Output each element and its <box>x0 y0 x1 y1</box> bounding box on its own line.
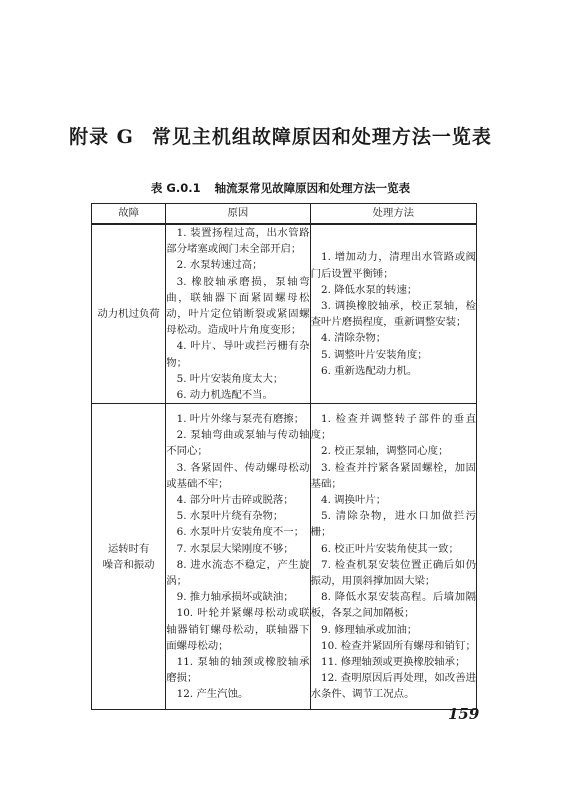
cause-item: 10. 叶轮并紧螺母松动或联轴器销钉螺母松动，联轴器下面螺母松动； <box>166 607 310 652</box>
cause-item: 9. 推力轴承损坏或缺油； <box>176 591 294 604</box>
method-item: 6. 重新选配动力机。 <box>320 364 418 377</box>
appendix-title <box>0 122 561 149</box>
table-row <box>92 404 477 710</box>
table-caption-number: 表 G.0.1 <box>150 181 201 195</box>
method-item: 3. 检查并拧紧各紧固螺栓，加固基础； <box>310 461 476 490</box>
method-item: 2. 校正泵轴，调整同心度； <box>320 445 449 458</box>
method-item: 7. 检查机泵安装位置正确后如仍振动，用顶斜撑加固大梁； <box>310 558 476 587</box>
header-cause: 原因 <box>166 204 310 225</box>
fault-label: 动力机过负荷 <box>97 308 160 321</box>
table-caption <box>0 180 561 196</box>
cause-item: 11. 泵轴的轴颈或橡胶轴承磨损； <box>166 655 310 685</box>
header-fault: 故障 <box>92 204 166 225</box>
fault-label: 噪音和振动 <box>102 558 155 571</box>
table-caption-title: 轴流泵常见故障原因和处理方法一览表 <box>214 181 411 195</box>
fault-table <box>91 203 477 710</box>
cause-item: 8. 进水流态不稳定，产生旋涡； <box>166 558 310 587</box>
method-cell <box>310 224 476 404</box>
method-item: 1. 增加动力，清理出水管路或阀门后设置平衡锤； <box>310 251 476 280</box>
method-item: 8. 降低水泵安装高程。后墙加隔板，各泵之间加隔板； <box>310 591 476 620</box>
method-item: 9. 修理轴承或加油； <box>320 623 418 636</box>
method-item: 4. 清除杂物； <box>320 332 387 345</box>
cause-item: 4. 叶片、导叶或拦污栅有杂物； <box>166 340 310 369</box>
method-cell <box>310 404 476 710</box>
method-item: 5. 调整叶片安装角度； <box>320 348 428 361</box>
cause-cell <box>166 224 310 404</box>
cause-item: 6. 水泵叶片安装角度不一； <box>176 526 305 539</box>
fault-label: 运转时有 <box>107 542 150 555</box>
method-item: 1. 检查并调整转子部件的垂直度； <box>310 412 476 442</box>
header-method: 处理方法 <box>310 204 476 225</box>
method-item: 10. 检查并紧固所有螺母和销钉； <box>320 639 476 652</box>
cause-item: 5. 水泵叶片绕有杂物； <box>176 510 284 523</box>
appendix-heading: 常见主机组故障原因和处理方法一览表 <box>151 126 492 148</box>
table-header-row <box>92 204 477 225</box>
cause-item: 1. 装置扬程过高，出水管路部分堵塞或阀门未全部开启； <box>166 227 310 256</box>
appendix-number: 附录 G <box>69 126 134 148</box>
table-row <box>92 224 477 404</box>
cause-item: 7. 水泵层大梁刚度不够； <box>176 542 294 555</box>
cause-cell <box>166 404 310 710</box>
method-item: 6. 校正叶片安装角使其一致； <box>320 542 459 555</box>
cause-item: 1. 叶片外缘与泵壳有磨擦； <box>176 412 305 425</box>
method-item: 12. 查明原因后再处理，如改善进水条件、调节工况点。 <box>310 672 476 701</box>
method-item: 2. 降低水泵的转速； <box>320 283 418 296</box>
cause-item: 12. 产生汽蚀。 <box>176 688 249 701</box>
method-item: 5. 清除杂物，进水口加做拦污栅； <box>310 510 476 539</box>
fault-cell <box>92 224 166 404</box>
cause-item: 6. 动力机选配不当。 <box>176 389 273 402</box>
cause-item: 3. 橡胶轴承磨损，泵轴弯曲，联轴器下面紧固螺母松动，叶片定位销断裂或紧固螺母松动。造成叶片角度变形； <box>166 275 310 337</box>
cause-item: 3. 各紧固件、传动螺母松动或基础不牢； <box>166 461 310 490</box>
method-item: 11. 修理轴颈或更换橡胶轴承； <box>320 655 466 668</box>
method-item: 4. 调换叶片； <box>320 493 387 506</box>
cause-item: 2. 水泵转速过高； <box>176 259 263 272</box>
method-item: 3. 调换橡胶轴承，校正泵轴，检查叶片磨损程度，重新调整安装； <box>310 299 476 329</box>
cause-item: 5. 叶片安装角度太大； <box>176 372 284 385</box>
cause-item: 2. 泵轴弯曲或泵轴与传动轴不同心； <box>166 429 310 458</box>
page-number: 159 <box>448 705 480 723</box>
fault-cell <box>92 404 166 710</box>
cause-item: 4. 部分叶片击碎或脱落； <box>176 493 294 506</box>
